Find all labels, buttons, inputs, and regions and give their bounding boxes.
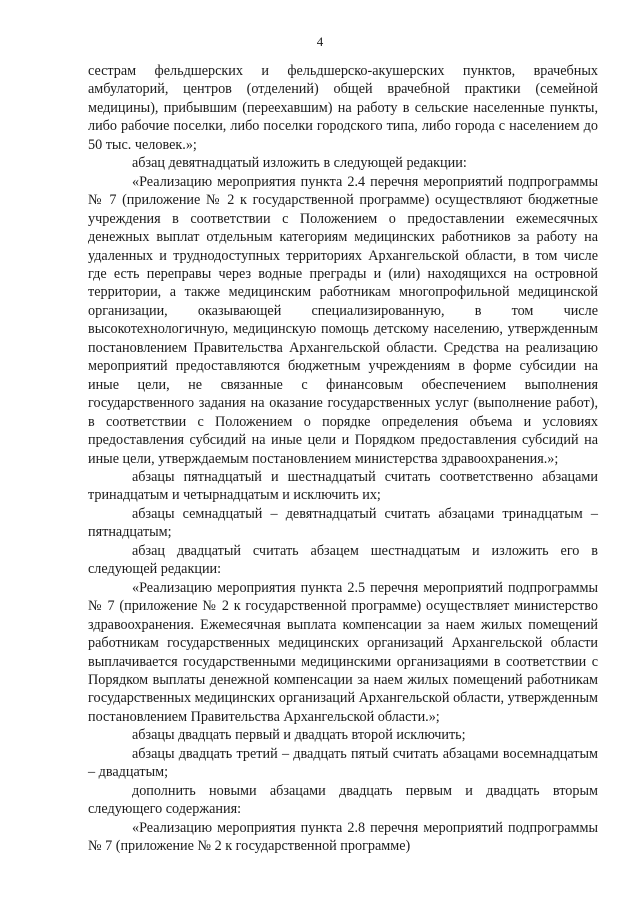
paragraph: «Реализацию мероприятия пункта 2.8 перечня мероприятий подпрограммы № 7 (приложение № 2 к государственной программе) bbox=[88, 819, 598, 855]
paragraph: абзацы семнадцатый – девятнадцатый считать абзацами тринадцатым – пятнадцатым; bbox=[88, 505, 598, 541]
paragraph: сестрам фельдшерских и фельдшерско-акушерских пунктов, врачебных амбулаторий, центров (отделений) общей врачебной практики (семейной медицины), прибывшим (переехавшим) на работу в сельские населенные пункты, либо рабочие поселки, либо поселки городского типа, либо города с населением до 50 тыс. человек.»; bbox=[88, 63, 598, 153]
paragraph: «Реализацию мероприятия пункта 2.4 перечня мероприятий подпрограммы № 7 (приложение № 2 к государственной программе) осуществляют бюджетные учреждения в соответствии с Положением о предоставлении ежемесячных денежных выплат отдельным категориям медицинских работников за работу на удаленных и труднодоступных территориях Архангельской области, в том числе где есть переправы через водные преграды и (или) находящихся на островной территории, а также медицинским работникам многопрофильной медицинской организации, оказывающей специализированную, в том числе высокотехнологичную, медицинскую помощь детскому населению, утвержденным постановлением Правительства Архангельской области. Средства на реализацию мероприятий предоставляются бюджетным учреждениям в форме субсидии на иные цели, не связанные с финансовым обеспечением выполнения государственного задания на оказание государственных услуг (выполнение работ), в соответствии с Положением о порядке определения объема и условиях предоставления субсидий на иные цели и Порядком предоставления субсидий на иные цели, утверждаемым постановлением министерства здравоохранения.»; bbox=[88, 173, 598, 467]
paragraph: абзацы пятнадцатый и шестнадцатый считать соответственно абзацами тринадцатым и четырнадцатым и исключить их; bbox=[88, 468, 598, 504]
paragraph: абзацы двадцать первый и двадцать второй исключить; bbox=[132, 727, 466, 744]
paragraph: «Реализацию мероприятия пункта 2.5 перечня мероприятий подпрограммы № 7 (приложение № 2 к государственной программе) осуществляет министерство здравоохранения. Ежемесячная выплата компенсации за наем жилых помещений работникам государственных медицинских организаций Архангельской области выплачивается государственными медицинскими организациями в соответствии с Порядком выплаты денежной компенсации за наем жилых помещений работникам государственных медицинских организаций Архангельской области, утвержденным постановлением Правительства Архангельской области.»; bbox=[88, 579, 598, 725]
page-number: 4 bbox=[316, 34, 324, 49]
paragraph: абзац двадцатый считать абзацем шестнадцатым и изложить его в следующей редакции: bbox=[88, 542, 598, 578]
paragraph: дополнить новыми абзацами двадцать первым и двадцать вторым следующего содержания: bbox=[88, 782, 598, 818]
paragraph: абзацы двадцать третий – двадцать пятый считать абзацами восемнадцатым – двадцатым; bbox=[88, 745, 598, 781]
paragraph: абзац девятнадцатый изложить в следующей редакции: bbox=[132, 155, 467, 172]
document-body bbox=[88, 62, 598, 855]
